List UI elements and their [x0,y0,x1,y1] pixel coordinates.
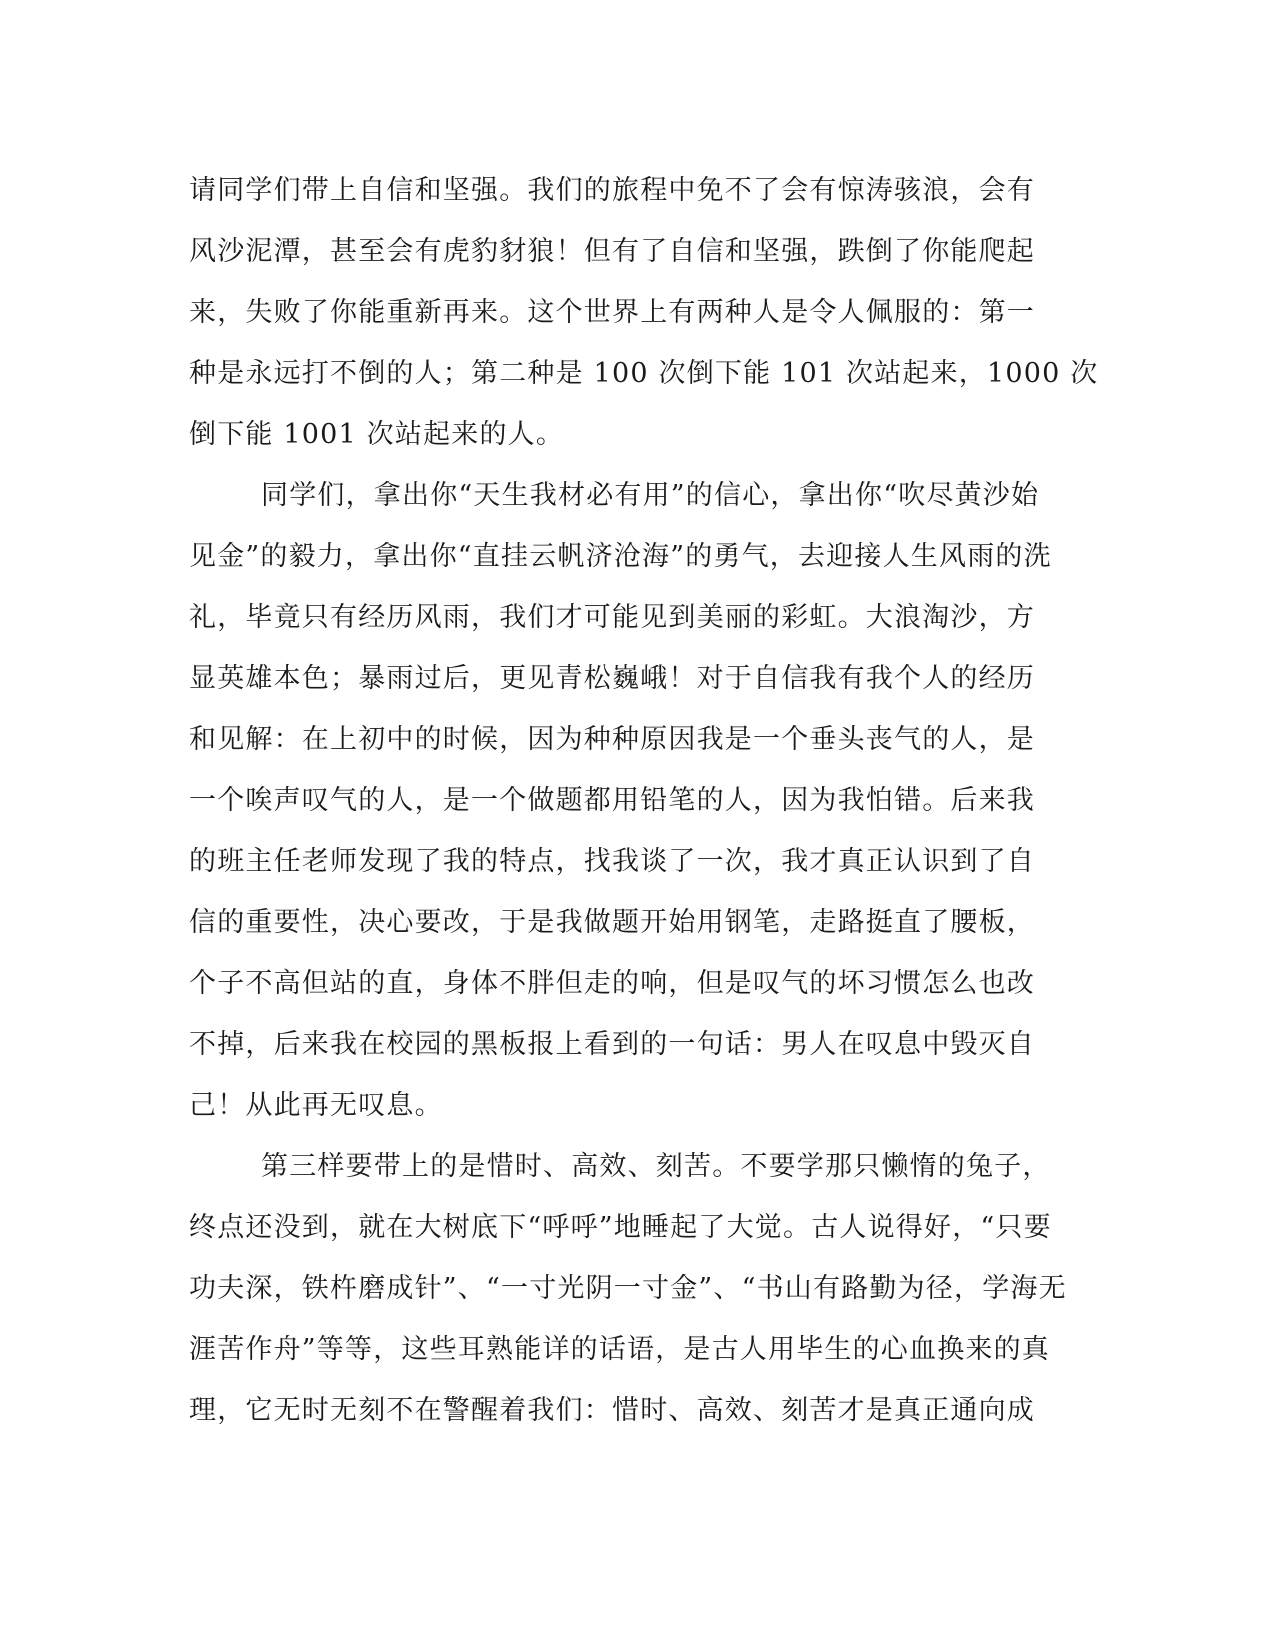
text-line: 请同学们带上自信和坚强。我们的旅程中免不了会有惊涛骇浪，会有 [189,175,1035,206]
text-line: 涯苦作舟”等等，这些耳熟能详的话语，是古人用毕生的心血换来的真 [189,1334,1051,1365]
text-line: 种是永远打不倒的人；第二种是 100 次倒下能 101 次站起来，1000 次 [189,358,1099,389]
text-line: 同学们，拿出你“天生我材必有用”的信心，拿出你“吹尽黄沙始 [261,480,1040,511]
text-line: 一个唉声叹气的人，是一个做题都用铅笔的人，因为我怕错。后来我 [189,785,1035,816]
paragraph-3 [189,1136,1089,1441]
text-line: 己！从此再无叹息。 [189,1090,443,1121]
text-line: 来，失败了你能重新再来。这个世界上有两种人是令人佩服的：第一 [189,297,1035,328]
text-line: 第三样要带上的是惜时、高效、刻苦。不要学那只懒惰的兔子， [261,1151,1051,1182]
text-line: 个子不高但站的直，身体不胖但走的响，但是叹气的坏习惯怎么也改 [189,968,1035,999]
paragraph-1 [189,160,1099,465]
text-line: 倒下能 1001 次站起来的人。 [189,419,565,450]
document-body [189,160,1099,1441]
paragraph-2 [189,465,1089,1136]
text-line: 见金”的毅力，拿出你“直挂云帆济沧海”的勇气，去迎接人生风雨的洗 [189,541,1052,572]
text-line: 不掉，后来我在校园的黑板报上看到的一句话：男人在叹息中毁灭自 [189,1029,1035,1060]
text-line: 终点还没到，就在大树底下“呼呼”地睡起了大觉。古人说得好，“只要 [189,1212,1052,1243]
text-line: 和见解：在上初中的时候，因为种种原因我是一个垂头丧气的人，是 [189,724,1035,755]
text-line: 风沙泥潭，甚至会有虎豹豺狼！但有了自信和坚强，跌倒了你能爬起 [189,236,1035,267]
text-line: 理，它无时无刻不在警醒着我们：惜时、高效、刻苦才是真正通向成 [189,1395,1035,1426]
text-line: 功夫深，铁杵磨成针”、“一寸光阴一寸金”、“书山有路勤为径，学海无 [189,1273,1067,1304]
text-line: 礼，毕竟只有经历风雨，我们才可能见到美丽的彩虹。大浪淘沙，方 [189,602,1035,633]
text-line: 信的重要性，决心要改，于是我做题开始用钢笔，走路挺直了腰板， [189,907,1035,938]
text-line: 显英雄本色；暴雨过后，更见青松巍峨！对于自信我有我个人的经历 [189,663,1035,694]
text-line: 的班主任老师发现了我的特点，找我谈了一次，我才真正认识到了自 [189,846,1035,877]
